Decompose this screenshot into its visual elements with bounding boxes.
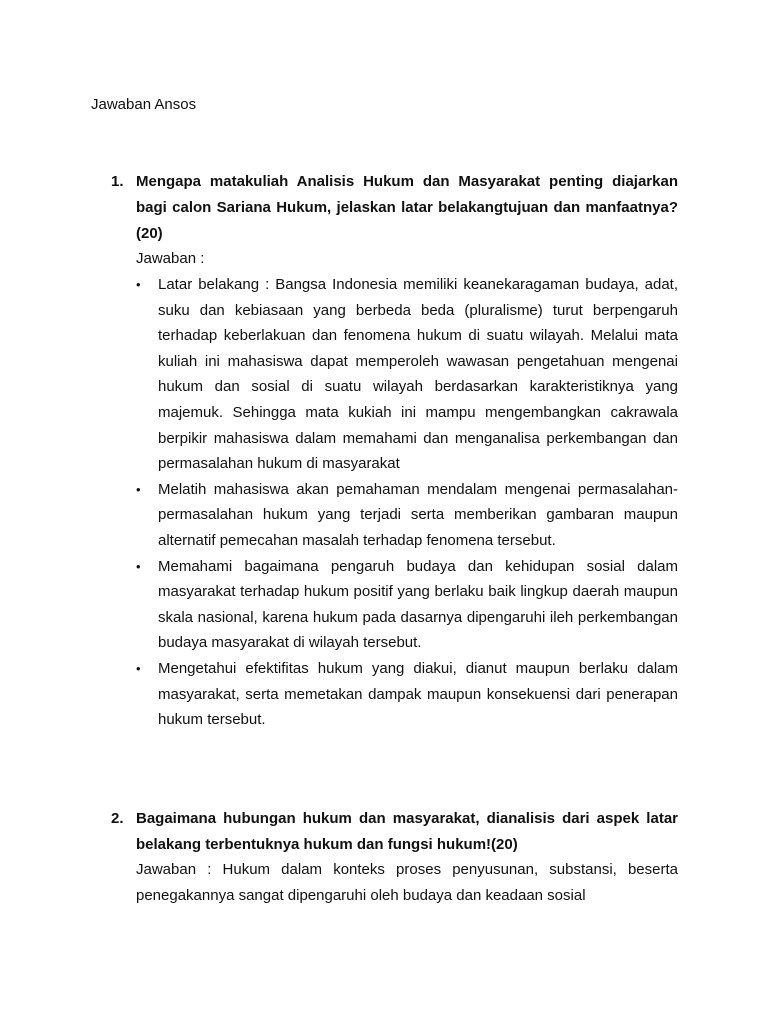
question-2-number: 2. <box>111 810 124 827</box>
bullet-item-latar-belakang <box>136 272 678 477</box>
question-1-bullet-list <box>136 272 678 733</box>
bullet-text: Memahami bagaimana pengaruh budaya dan kehidupan sosial dalam masyarakat terhadap hukum positif yang berlaku baik lingkup daerah maupun skala nasional, karena hukum pada dasarnya dipengaruhi ileh perkembangan budaya masyarakat di wilayah tersebut. <box>158 557 678 652</box>
bullet-icon: • <box>136 277 141 292</box>
question-2-answer: Jawaban : Hukum dalam konteks proses penyusunan, substansi, beserta penegakannya sangat dipengaruhi oleh budaya dan keadaan sosial <box>136 861 678 904</box>
document-title: Jawaban Ansos <box>91 96 197 113</box>
bullet-icon: • <box>136 481 141 497</box>
bullet-item-melatih <box>136 477 678 554</box>
question-1-text: Mengapa matakuliah Analisis Hukum dan Masyarakat penting diajarkan bagi calon Sariana Hukum, jelaskan latar belakangtujuan dan manfaatnya?(20) <box>136 173 678 242</box>
question-1-number: 1. <box>111 173 124 190</box>
bullet-icon: • <box>136 558 141 574</box>
question-1-answer-label: Jawaban : <box>136 250 205 267</box>
bullet-icon: • <box>136 660 141 676</box>
bullet-text: Melatih mahasiswa akan pemahaman mendalam mengenai permasalahan-permasalahan hukum yang terjadi serta memberikan gambaran maupun alternatif pemecahan masalah terhadap fenomena tersebut. <box>158 480 678 549</box>
bullet-item-mengetahui <box>136 656 678 733</box>
bullet-text: Mengetahui efektifitas hukum yang diakui, dianut maupun berlaku dalam masyarakat, serta memetakan dampak maupun konsekuensi dari penerapan hukum tersebut. <box>158 659 678 729</box>
bullet-item-memahami <box>136 554 678 656</box>
question-2-text: Bagaimana hubungan hukum dan masyarakat, dianalisis dari aspek latar belakang terbentuknya hukum dan fungsi hukum!(20) <box>136 810 678 853</box>
bullet-text: Latar belakang : Bangsa Indonesia memiliki keanekaragaman budaya, adat, suku dan kebiasaan yang berbeda beda (pluralisme) turut berpengaruh terhadap keberlakuan dan fenomena hukum di suatu wilayah. Melalui mata kuliah ini mahasiswa dapat memperoleh wawasan pengetahuan mengenai hukum dan sosial di suatu wilayah berdasarkan karakteristiknya yang majemuk. Sehingga mata kukiah ini mampu mengembangkan cakrawala berpikir mahasiswa dalam memahami dan menganalisa perkembangan dan permasalahan hukum di masyarakat <box>158 276 678 473</box>
